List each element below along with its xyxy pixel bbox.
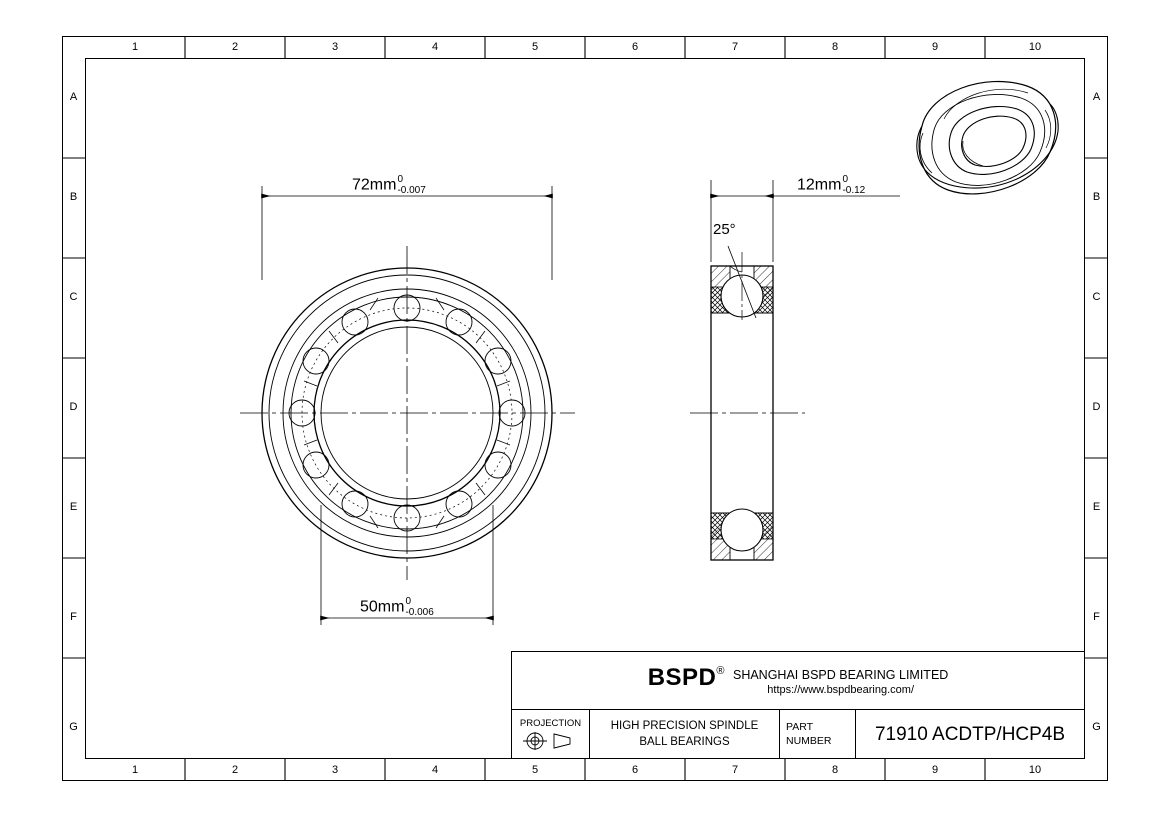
zone-row-g-right: G xyxy=(1092,721,1101,733)
zone-row-a-left: A xyxy=(69,91,78,103)
zone-col-1-bottom: 1 xyxy=(131,764,139,776)
zone-col-7-top: 7 xyxy=(731,41,739,53)
dim-width-value: 12mm xyxy=(797,176,842,194)
title-block xyxy=(511,651,1085,759)
zone-row-c-right: C xyxy=(1092,291,1101,303)
zone-col-2-top: 2 xyxy=(231,41,239,53)
zone-row-e-left: E xyxy=(69,501,78,513)
isometric-view xyxy=(917,81,1058,193)
zone-row-e-right: E xyxy=(1092,501,1101,513)
description-line-1: HIGH PRECISION SPINDLE xyxy=(610,719,759,732)
registered-mark-icon: ® xyxy=(716,664,725,677)
dimension-outside-diameter xyxy=(352,175,426,196)
dim-od-value: 72mm xyxy=(352,176,397,194)
dimension-width xyxy=(797,175,865,196)
dim-od-tol-upper: 0 xyxy=(397,174,404,185)
section-view xyxy=(711,246,773,560)
dim-bore-value: 50mm xyxy=(360,598,405,616)
zone-col-8-top: 8 xyxy=(831,41,839,53)
company-url[interactable]: https://www.bspdbearing.com/ xyxy=(767,684,915,697)
dimension-contact-angle: 25° xyxy=(713,221,736,238)
zone-col-4-top: 4 xyxy=(431,41,439,53)
zone-row-f-left: F xyxy=(70,611,77,623)
zone-col-9-top: 9 xyxy=(931,41,939,53)
zone-col-7-bottom: 7 xyxy=(731,764,739,776)
zone-col-8-bottom: 8 xyxy=(831,764,839,776)
dim-width-tol-upper: 0 xyxy=(842,174,849,185)
front-view-centerlines xyxy=(240,246,575,580)
dim-width-tol-lower: -0.12 xyxy=(842,184,866,196)
first-angle-projection-symbol-icon xyxy=(520,731,582,751)
zone-row-c-left: C xyxy=(69,291,78,303)
zone-col-10-top: 10 xyxy=(1028,41,1042,53)
zone-row-a-right: A xyxy=(1092,91,1101,103)
zone-row-b-left: B xyxy=(69,191,78,203)
zone-col-9-bottom: 9 xyxy=(931,764,939,776)
dim-bore-tol-upper: 0 xyxy=(405,596,412,607)
dim-od-tol-lower: -0.007 xyxy=(397,184,426,196)
product-description-cell xyxy=(590,710,780,759)
zone-row-d-right: D xyxy=(1092,401,1101,413)
title-block-details xyxy=(512,710,1084,759)
title-block-header xyxy=(512,652,1084,710)
zone-col-6-bottom: 6 xyxy=(631,764,639,776)
zone-col-5-top: 5 xyxy=(531,41,539,53)
zone-col-2-bottom: 2 xyxy=(231,764,239,776)
zone-col-3-bottom: 3 xyxy=(331,764,339,776)
part-label-line-1: PART xyxy=(786,720,814,733)
zone-row-b-right: B xyxy=(1092,191,1101,203)
company-name: SHANGHAI BSPD BEARING LIMITED xyxy=(732,667,949,682)
part-number-value-cell xyxy=(856,710,1084,759)
zone-row-g-left: G xyxy=(69,721,78,733)
zone-col-5-bottom: 5 xyxy=(531,764,539,776)
zone-row-d-left: D xyxy=(69,401,78,413)
description-line-2: BALL BEARINGS xyxy=(639,735,730,748)
dim-bore-tol-lower: -0.006 xyxy=(405,606,434,618)
projection-label: PROJECTION xyxy=(519,718,582,729)
projection-cell xyxy=(512,710,590,759)
zone-col-3-top: 3 xyxy=(331,41,339,53)
company-logo xyxy=(648,664,725,692)
zone-row-f-right: F xyxy=(1093,611,1100,623)
part-label-line-2: NUMBER xyxy=(786,734,832,747)
brand-text: BSPD xyxy=(647,663,717,691)
dimension-bore-diameter xyxy=(360,597,434,618)
part-number: 71910 ACDTP/HCP4B xyxy=(874,723,1066,745)
zone-col-4-bottom: 4 xyxy=(431,764,439,776)
zone-col-1-top: 1 xyxy=(131,41,139,53)
zone-col-10-bottom: 10 xyxy=(1028,764,1042,776)
zone-col-6-top: 6 xyxy=(631,41,639,53)
part-number-label-cell xyxy=(780,710,856,759)
